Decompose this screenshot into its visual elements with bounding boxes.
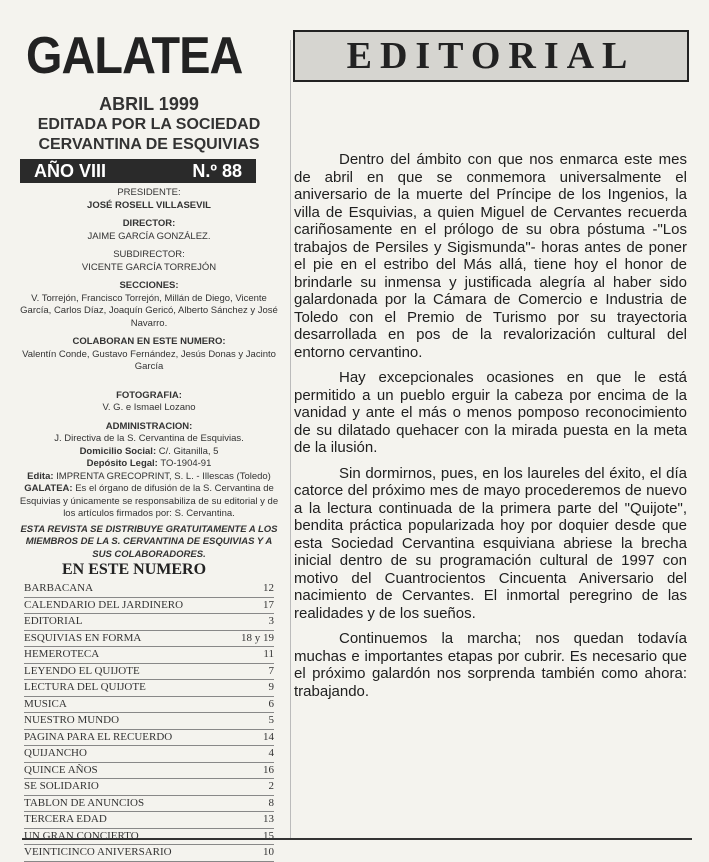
administracion-value: J. Directiva de la S. Cervantina de Esquivias. bbox=[54, 433, 244, 444]
issue-number: N.º 88 bbox=[192, 160, 242, 181]
director-label: DIRECTOR: bbox=[122, 218, 176, 229]
presidente-label: PRESIDENTE: bbox=[117, 187, 181, 198]
toc-item-label: MUSICA bbox=[24, 697, 67, 710]
issue-year: AÑO VIII bbox=[34, 160, 107, 181]
toc-item-page: 9 bbox=[268, 681, 274, 693]
bottom-rule bbox=[22, 838, 692, 840]
galatea-line bbox=[18, 483, 280, 521]
edita-line bbox=[18, 471, 280, 484]
toc-item bbox=[24, 829, 274, 846]
toc-item-page: 11 bbox=[263, 648, 274, 660]
deposito-line bbox=[18, 458, 280, 471]
toc-item bbox=[24, 796, 274, 813]
toc-item-page: 16 bbox=[263, 763, 274, 776]
issue-date: ABRIL 1999 bbox=[99, 94, 199, 114]
toc-item-label: QUINCE AÑOS bbox=[24, 763, 98, 776]
toc-item-label: PAGINA PARA EL RECUERDO bbox=[24, 730, 173, 743]
domicilio-line bbox=[18, 446, 280, 459]
deposito-label: Depósito Legal: bbox=[86, 458, 158, 469]
toc-item-page: 17 bbox=[263, 598, 274, 611]
toc-item-page: 6 bbox=[268, 697, 274, 710]
toc-item-page: 10 bbox=[263, 846, 274, 858]
masthead-title: GALATEA bbox=[26, 27, 243, 85]
edita-value: IMPRENTA GRECOPRINT, S. L. - Illescas (Toledo) bbox=[56, 470, 271, 482]
toc-item bbox=[24, 697, 274, 714]
publisher-line-1: EDITADA POR LA SOCIEDAD bbox=[37, 116, 261, 133]
secciones-label: SECCIONES: bbox=[119, 280, 179, 291]
toc-item bbox=[24, 664, 274, 681]
toc-item-page: 8 bbox=[268, 796, 274, 809]
subdirector-label: SUBDIRECTOR: bbox=[113, 249, 185, 260]
domicilio-value: C/. Gitanilla, 5 bbox=[158, 445, 219, 457]
toc-item bbox=[24, 581, 274, 598]
toc-item-label: EDITORIAL bbox=[24, 615, 83, 627]
toc-item bbox=[24, 598, 274, 615]
table-of-contents bbox=[24, 581, 274, 862]
toc-item-page: 2 bbox=[268, 780, 274, 792]
toc-item-page: 12 bbox=[263, 582, 274, 594]
toc-item-label: SE SOLIDARIO bbox=[24, 780, 99, 792]
toc-item-label: LEYENDO EL QUIJOTE bbox=[24, 664, 140, 677]
colaboran-names: Valentín Conde, Gustavo Fernández, Jesús Donas y Jacinto García bbox=[22, 348, 276, 372]
edita-label: Edita: bbox=[27, 470, 54, 482]
toc-item-page: 3 bbox=[268, 615, 274, 627]
toc-item bbox=[24, 763, 274, 780]
toc-item bbox=[24, 746, 274, 763]
toc-item bbox=[24, 631, 274, 648]
subdirector-name: VICENTE GARCÍA TORREJÓN bbox=[81, 261, 217, 273]
toc-item bbox=[24, 779, 274, 796]
toc-item bbox=[24, 730, 274, 747]
toc-item-page: 5 bbox=[268, 714, 274, 726]
editorial-heading: EDITORIAL bbox=[346, 35, 636, 77]
toc-item bbox=[24, 614, 274, 631]
toc-item-page: 18 y 19 bbox=[241, 631, 274, 644]
issue-bar bbox=[20, 159, 256, 183]
toc-item-label: QUIJANCHO bbox=[24, 747, 87, 759]
toc-item-label: LECTURA DEL QUIJOTE bbox=[24, 681, 146, 693]
toc-item bbox=[24, 647, 274, 664]
editorial-paragraph: Continuemos la marcha; nos quedan todavía muchas e importantes etapas por cubrir. Es necesario que el próximo galardón nos sorprenda también como ahora: trabajando. bbox=[294, 630, 687, 700]
editorial-paragraph: Sin dormirnos, pues, en los laureles del éxito, el día catorce del próximo mes de mayo procederemos de nuevo a la lectura continuada de la primera parte del "Quijote", bendita práctica popularizada hoy por doquier desde que esta Sociedad Cervantina esquiviana abriese la brecha inicial dentro de su programación cultural de 1997 con motivo del Cuantrocientos Cincuenta Aniversario del nacimiento de Cervantes. El inmortal peregrino de las realidades y de los sueños. bbox=[294, 464, 687, 622]
presidente-name: JOSÉ ROSELL VILLASEVIL bbox=[87, 199, 211, 211]
credits-block bbox=[18, 187, 280, 561]
editorial-heading-box bbox=[293, 30, 689, 82]
fotografia-label: FOTOGRAFIA: bbox=[116, 389, 182, 401]
toc-item-label: HEMEROTECA bbox=[24, 648, 100, 660]
editorial-paragraph: Hay excepcionales ocasiones en que le está permitido a un pueblo erguir la cabeza por encima de la vanidad y ante el más o menos pomposo reconocimiento de su dilatado quehacer con la mirada puesta en la meta de la ilusión. bbox=[294, 369, 687, 456]
column-divider bbox=[290, 40, 291, 840]
secciones-names: V. Torrejón, Francisco Torrejón, Millán de Diego, Vicente García, Carlos Díaz, Joaquín Gericó, Alberto Sánchez y José Navarro. bbox=[20, 292, 278, 329]
galatea-value: Es el órgano de difusión de la S. Cervantina de Esquivias y únicamente se responsabiliza de su editorial y de los artículos firmados por: S. Cervantina. bbox=[19, 483, 279, 519]
editorial-paragraph: Dentro del ámbito con que nos enmarca este mes de abril en que se conmemora universalmente el aniversario de la muerte del Príncipe de los Ingenios, la villa de Esquivias, a quien Miguel de Cervantes recuerda cariñosamente en el prólogo de su obra póstuma -"Los trabajos de Persiles y Sigismunda"- horas antes de poner el pie en el estribo del Más allá, tiene hoy el honor de brindarle su inmensa y justificada alegría al haber sido galardonada por la Cámara de Comercio e Industria de Toledo con el Premio de Turismo por su trayectoria desarrollada en pos de la revalorización cultural del entorno cervantino. bbox=[294, 151, 687, 361]
toc-item bbox=[24, 845, 274, 862]
toc-item-label: ESQUIVIAS EN FORMA bbox=[24, 631, 142, 644]
toc-item-label: UN GRAN CONCIERTO bbox=[24, 829, 139, 842]
toc-item-label: VEINTICINCO ANIVERSARIO bbox=[24, 846, 172, 858]
toc-item bbox=[24, 680, 274, 697]
fotografia-names: V. G. e Ismael Lozano bbox=[102, 402, 196, 413]
galatea-label: GALATEA: bbox=[24, 483, 73, 494]
toc-item bbox=[24, 713, 274, 730]
toc-title: EN ESTE NUMERO bbox=[62, 561, 207, 578]
toc-item-page: 15 bbox=[263, 829, 274, 842]
toc-item-label: CALENDARIO DEL JARDINERO bbox=[24, 598, 184, 611]
deposito-value: TO-1904-91 bbox=[160, 458, 212, 469]
distribution-note: ESTA REVISTA SE DISTRIBUYE GRATUITAMENTE A LOS MIEMBROS DE LA S. CERVANTINA DE ESQUIVIAS Y A SUS COLABORADORES. bbox=[20, 523, 278, 560]
editorial-body bbox=[294, 151, 687, 708]
administracion-label: ADMINISTRACION: bbox=[105, 420, 193, 432]
publisher-line-2: CERVANTINA DE ESQUIVIAS bbox=[38, 136, 260, 153]
toc-item bbox=[24, 812, 274, 829]
toc-item-page: 4 bbox=[268, 747, 274, 759]
toc-item-page: 13 bbox=[263, 813, 274, 825]
toc-item-label: BARBACANA bbox=[24, 582, 94, 594]
toc-item-label: NUESTRO MUNDO bbox=[24, 714, 120, 726]
domicilio-label: Domicilio Social: bbox=[79, 445, 157, 457]
toc-item-page: 14 bbox=[263, 730, 274, 743]
toc-item-page: 7 bbox=[268, 664, 274, 677]
director-name: JAIME GARCÍA GONZÁLEZ. bbox=[87, 230, 211, 242]
colaboran-label: COLABORAN EN ESTE NUMERO: bbox=[72, 336, 226, 347]
masthead-column bbox=[18, 27, 280, 561]
toc-item-label: TERCERA EDAD bbox=[24, 813, 107, 825]
toc-item-label: TABLON DE ANUNCIOS bbox=[24, 796, 145, 809]
